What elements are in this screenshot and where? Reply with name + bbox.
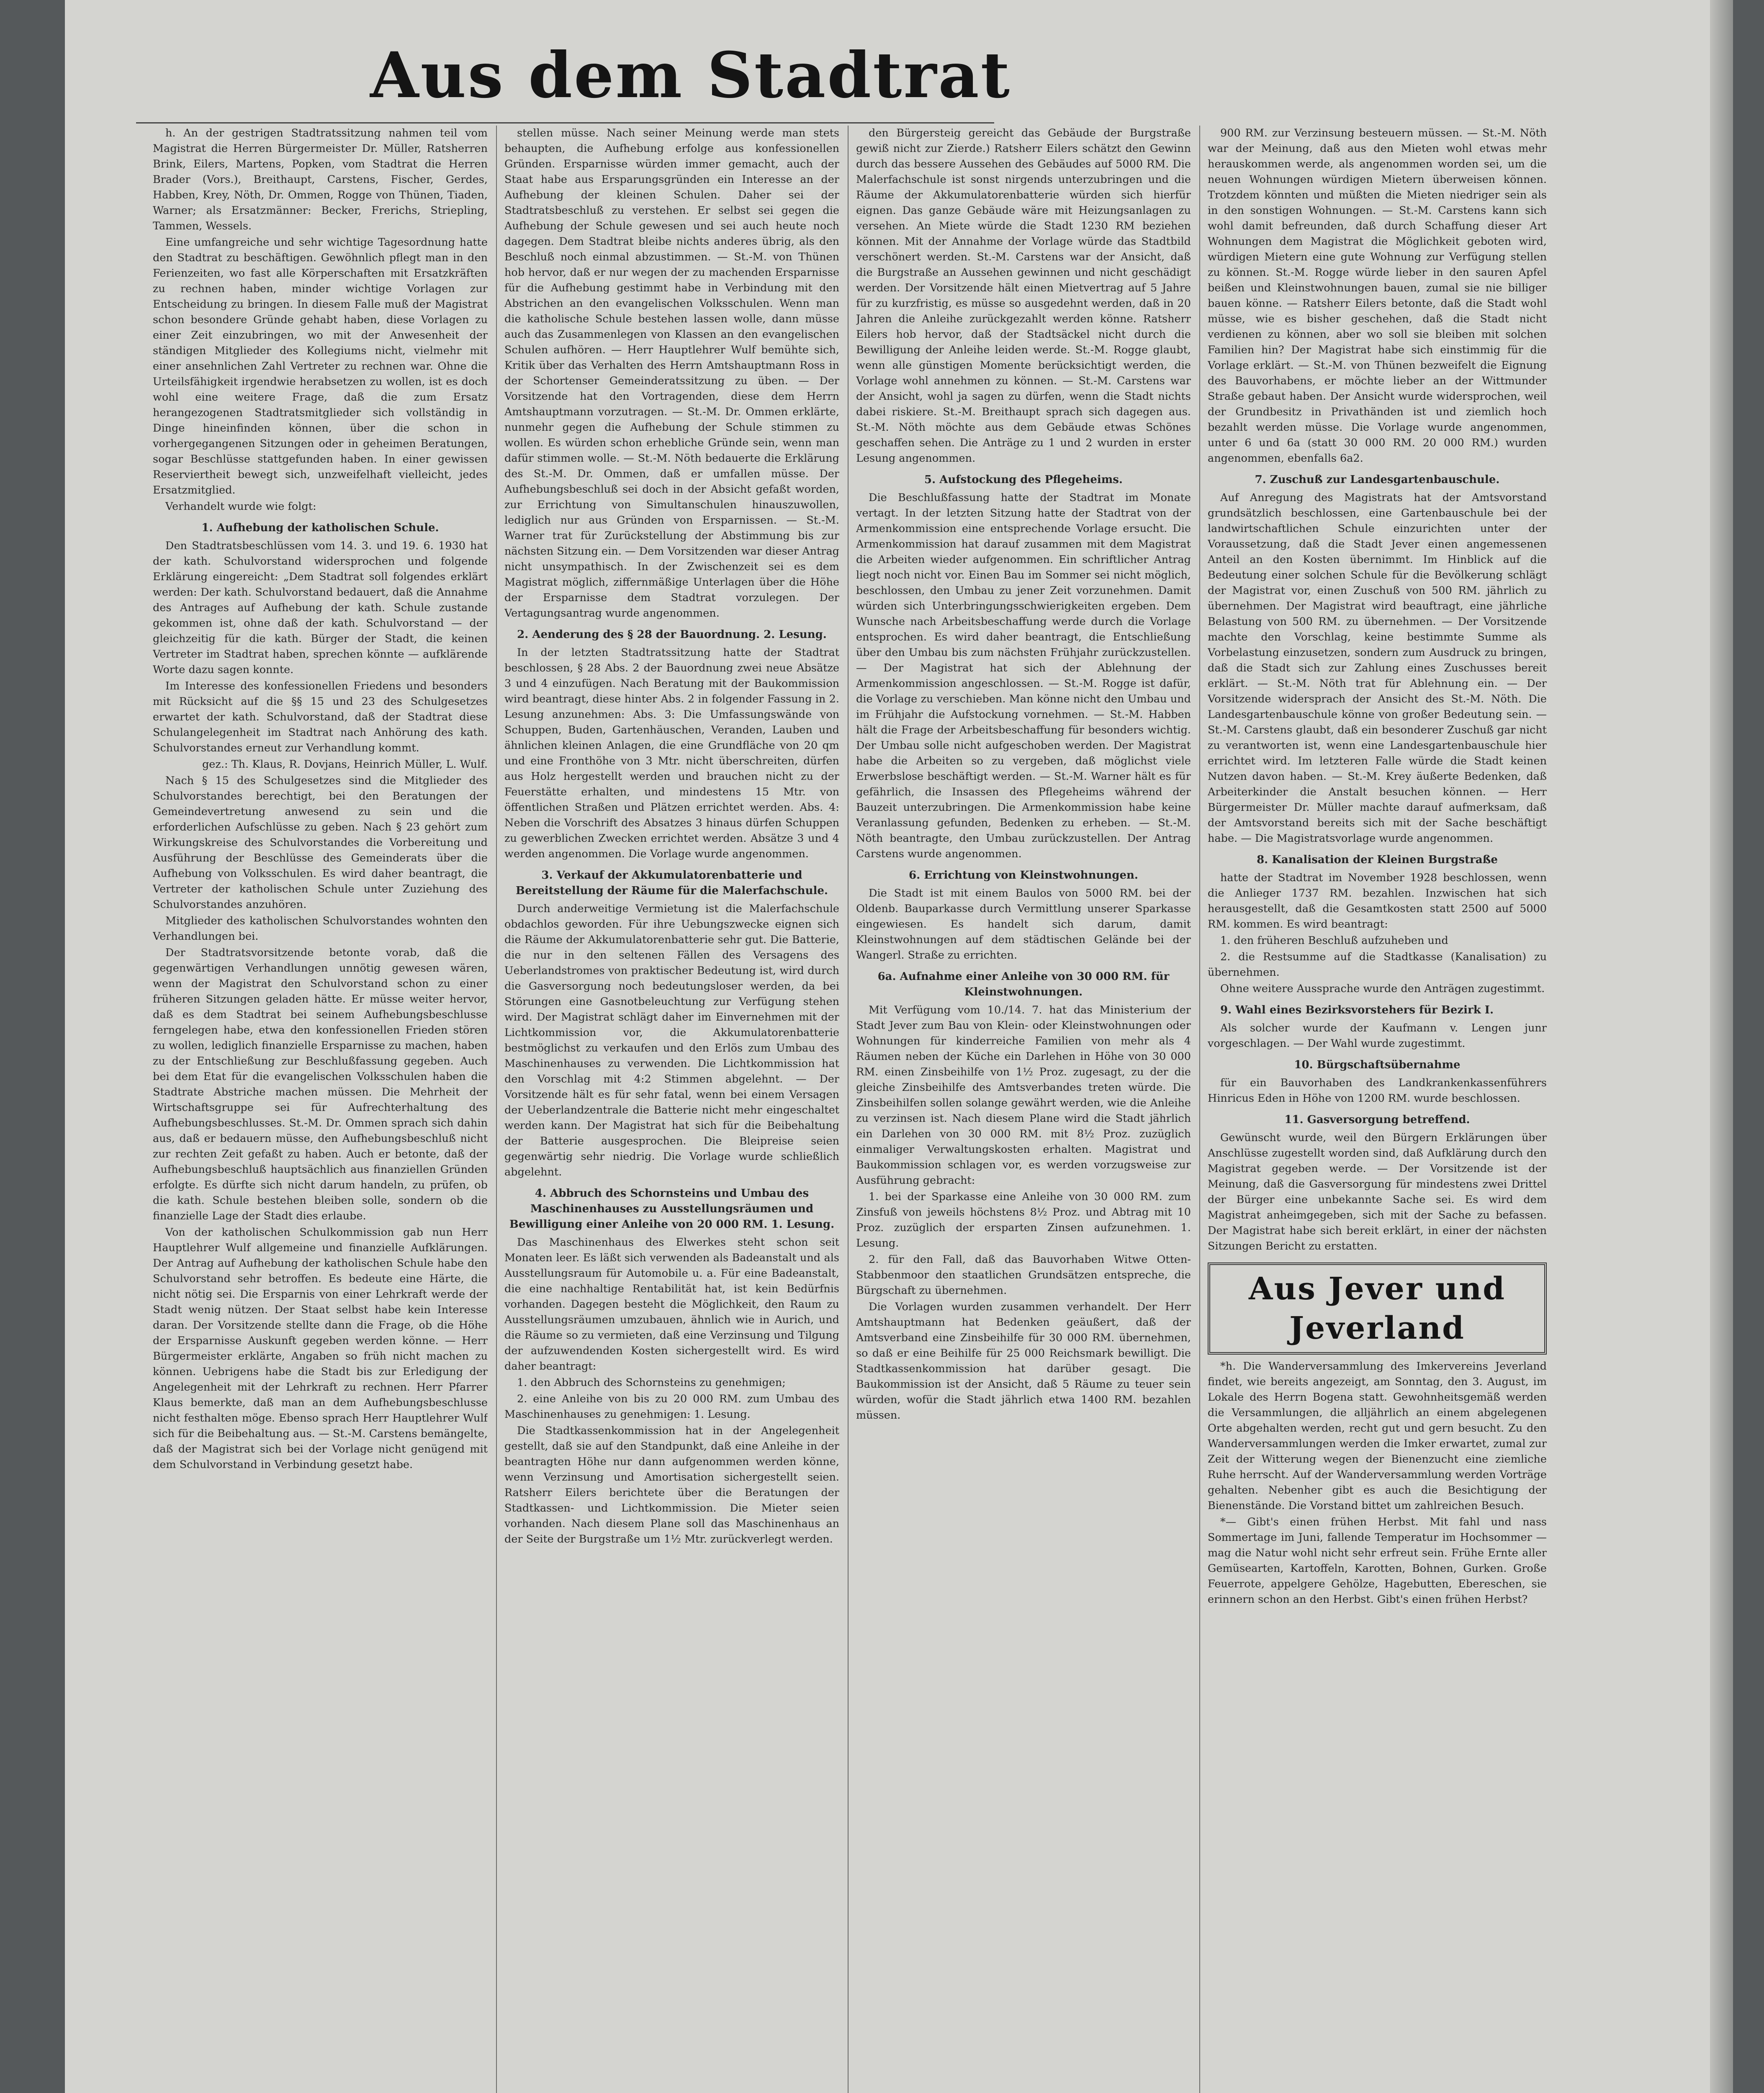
- section-heading: 6a. Aufnahme einer Anleihe von 30 000 RM. für Kleinstwohnungen.: [877, 970, 1170, 998]
- boxed-section-heading: Aus Jever und Jeverland: [1208, 1262, 1547, 1355]
- section-heading: 7. Zuschuß zur Landesgartenbauschule.: [1255, 473, 1500, 486]
- headline: Aus dem Stadtrat: [370, 39, 1011, 112]
- col1-paragraph: Der Stadtratsvorsitzende betonte vorab, daß die gegenwärtigen Verhandlungen unnötig gewesen wären, wenn der Magistrat den Schulvorstand schon zu einer früheren Sitzungen geladen hätte. Er müsse weiter hervor, daß es dem Stadtrat bei seinem Aufhebungsbeschlusse ferngelegen habe, etwa den konfessionellen Frieden stören zu wollen, lediglich finanzielle Ersparnisse zu machen, haben zu der Entschließung zur Beschlußfassung gegeben. Auch bei dem Etat für die evangelischen Volksschulen haben die Stadtrate Abstriche machen müssen. Die Mehrheit der Wirtschaftsgruppe sei für Aufrechterhaltung des Aufhebungsbeschlusses. St.-M. Dr. Ommen sprach sich dahin aus, daß er bedauern müsse, den Aufhebungsbeschluß nicht zur rechten Zeit gefaßt zu haben. Auch er betonte, daß der Aufhebungsbeschluß hauptsächlich aus finanziellen Gründen erfolgte. Es dürfte sich nicht darum handeln, zu prüfen, ob die kath. Schule bestehen bleiben solle, sondern ob die finanzielle Lage der Stadt dies erlaube.: [153, 946, 488, 1222]
- section-heading: 11. Gasversorgung betreffend.: [1284, 1113, 1470, 1126]
- column-1: [153, 126, 488, 2093]
- col4-paragraph: hatte der Stadtrat im November 1928 beschlossen, wenn die Anlieger 1737 RM. bezahlen. Inzwischen hat sich herausgestellt, daß die Gesamtkosten statt 2500 auf 5000 RM. kommen. Es wird beantragt:: [1208, 872, 1547, 931]
- page-binding-edge: [1710, 0, 1733, 2093]
- col1-paragraph: h. An der gestrigen Stadtratssitzung nahmen teil vom Magistrat die Herren Bürgermeister Dr. Müller, Ratsherren Brink, Eilers, Martens, Popken, vom Stadtrat die Herren Brader (Vors.), Breithaupt, Carstens, Fischer, Gerdes, Habben, Krey, Nöth, Dr. Ommen, Rogge von Thünen, Tiaden, Warner; als Ersatzmänner: Becker, Frerichs, Striepling, Tammen, Wessels.: [153, 127, 488, 232]
- col2-paragraph: 2. eine Anleihe von bis zu 20 000 RM. zum Umbau des Maschinenhauses zu genehmigen: 1. Lesung.: [504, 1393, 839, 1421]
- col4-paragraph: Ohne weitere Aussprache wurde den Anträgen zugestimmt.: [1220, 982, 1545, 995]
- col4-paragraph: *— Gibt's einen frühen Herbst. Mit fahl und nass Sommertage im Juni, fallende Temperatur im Hochsommer — mag die Natur wohl nicht sehr erfreut sein. Frühe Ernte aller Gemüsearten, Kartoffeln, Karotten, Bohnen, Gurken. Große Feuerrote, appelgere Gehölze, Hagebutten, Ebereschen, sie erinnern schon an den Herbst. Gibt's einen frühen Herbst?: [1208, 1516, 1547, 1606]
- col4-paragraph: Auf Anregung des Magistrats hat der Amtsvorstand grundsätzlich beschlossen, eine Gartenbauschule bei der landwirtschaftlichen Schule einzurichten unter der Voraussetzung, daß die Stadt Jever einen angemessenen Anteil an den Kosten übernimmt. Im Hinblick auf die Bedeutung einer solchen Schule für die Bevölkerung schlägt der Magistrat vor, einen Zuschuß von 500 RM. jährlich zu übernehmen. Der Magistrat wird beauftragt, eine jährliche Belastung von 500 RM. zu übernehmen. — Der Vorsitzende machte den Vorschlag, keine bestimmte Summe als Vorbelastung einzusetzen, sondern zum Ausdruck zu bringen, daß die Stadt sich zur Zahlung eines Zuschusses bereit erklärt. — St.-M. Nöth trat für Ablehnung ein. — Der Vorsitzende widersprach der Ansicht des St.-M. Nöth. Die Landesgartenbauschule könne von großer Bedeutung sein. — St.-M. Carstens glaubt, daß ein besonderer Zuschuß gar nicht zu verantworten ist, wenn eine Landesgartenbauschule hier errichtet wird. Im letzteren Falle würde die Stadt keinen Nutzen davon haben. — St.-M. Krey äußerte Bedenken, daß Arbeiterkinder die Anstalt besuchen können. — Herr Bürgermeister Dr. Müller machte darauf aufmerksam, daß der Amtsvorstand bereits sich mit der Sache beschäftigt habe. — Die Magistratsvorlage wurde angenommen.: [1208, 491, 1547, 845]
- col3-paragraph: den Bürgersteig gereicht das Gebäude der Burgstraße gewiß nicht zur Zierde.) Ratsherr Eilers schätzt den Gewinn durch das bessere Aussehen des Gebäudes auf 5000 RM. Die Malerfachschule ist sonst nirgends unterzubringen und die Räume der Akkumulatorenbatterie würden sich hierfür eignen. Das ganze Gebäude wäre mit Heizungsanlagen zu versehen. An Miete würde die Stadt 1230 RM beziehen können. Mit der Annahme der Vorlage würde das Stadtbild verschönert werden. St.-M. Carstens war der Ansicht, daß die Burgstraße an Aussehen gewinnen und nicht geschädigt werden. Der Vorsitzende hält einen Mietvertrag auf 5 Jahre für zu kurzfristig, es müsse so ausgedehnt werden, daß in 20 Jahren die Anleihe zurückgezahlt werden könne. Ratsherr Eilers hob hervor, daß der Stadtsäckel nicht durch die Bewilligung der Anleihe leiden werde. St.-M. Rogge glaubt, wenn alle günstigen Momente berücksichtigt werden, die Vorlage wohl annehmen zu können. — St.-M. Carstens war der Ansicht, wohl ja sagen zu dürfen, wenn die Stadt nichts dabei riskiere. St.-M. Breithaupt sprach sich dagegen aus. St.-M. Nöth möchte aus dem Gebäude etwas Schönes geschaffen sehen. Die Anträge zu 1 und 2 wurden in erster Lesung angenommen.: [856, 127, 1191, 465]
- section-heading: 1. Aufhebung der katholischen Schule.: [201, 522, 439, 534]
- col4-paragraph: *h. Die Wanderversammlung des Imkervereins Jeverland findet, wie bereits angezeigt, am Sonntag, den 3. August, im Lokale des Herrn Bogena statt. Gewohnheitsgemäß werden die Versammlungen, die alljährlich an einem abgelegenen Orte abgehalten werden, recht gut und gern besucht. Zu den Wanderversammlungen werden die Imker erwartet, zumal zur Zeit der Witterung wegen der Bienenzucht eine ziemliche Ruhe herrscht. Auf der Wanderversammlung werden Vorträge gehalten. Nebenher gibt es auch die Besichtigung der Bienenstände. Die Vorstand bittet um zahlreichen Besuch.: [1208, 1360, 1547, 1512]
- col1-paragraph: Eine umfangreiche und sehr wichtige Tagesordnung hatte den Stadtrat zu beschäftigen. Gewöhnlich pflegt man in den Ferienzeiten, wo fast alle Körperschaften mit Ersatzkräften zu rechnen haben, minder wichtige Vorlagen zur Entscheidung zu bringen. In diesem Falle muß der Magistrat schon besondere Gründe gehabt haben, diese Vorlagen zu einer Zeit einzubringen, wo mit der Anwesenheit der ständigen Mitglieder des Kollegiums nicht, vielmehr mit einer ansehnlichen Zahl Vertreter zu rechnen war. Ohne die Urteilsfähigkeit irgendwie herabsetzen zu wollen, ist es doch wohl eine weitere Frage, daß die zum Ersatz herangezogenen Stadtratsmitglieder sich vollständig in Dinge hineinfinden können, über die schon in vorhergegangenen Sitzungen oder in geheimen Beratungen, sogar Beschlüsse stattgefunden haben. In einer gewissen Reserviertheit bewegt sich, unzweifelhaft vielleicht, jedes Ersatzmitglied.: [153, 236, 488, 496]
- section-heading: 2. Aenderung des § 28 der Bauordnung. 2. Lesung.: [517, 628, 827, 641]
- col2-paragraph: In der letzten Stadtratssitzung hatte der Stadtrat beschlossen, § 28 Abs. 2 der Bauordnung zwei neue Absätze 3 und 4 einzufügen. Nach Beratung mit der Baukommission wird beantragt, diese hinter Abs. 2 in folgender Fassung in 2. Lesung anzunehmen: Abs. 3: Die Umfassungswände von Schuppen, Buden, Gartenhäuschen, Veranden, Lauben und ähnlichen kleinen Anlagen, die eine Grundfläche von 20 qm und eine Fronthöhe von 3 Mtr. nicht überschreiten, dürfen aus Holz hergestellt werden und brauchen nicht zu der Feuerstätte erhalten, und mindestens 15 Mtr. von öffentlichen Straßen und Plätzen errichtet werden. Abs. 4: Neben die Vorschrift des Absatzes 3 hinaus dürfen Schuppen zu gewerblichen Zwecken errichtet werden. Absätze 3 und 4 werden angenommen. Die Vorlage wurde angenommen.: [504, 646, 839, 860]
- section-heading: 9. Wahl eines Bezirksvorstehers für Bezirk I.: [1220, 1004, 1494, 1016]
- col2-paragraph: 1. den Abbruch des Schornsteins zu genehmigen;: [517, 1376, 786, 1389]
- col2-paragraph: Durch anderweitige Vermietung ist die Malerfachschule obdachlos geworden. Für ihre Uebungszwecke eignen sich die Räume der Akkumulatorenbatterie sehr gut. Die Batterie, die nur in den seltenen Fällen des Versagens des Ueberlandstromes von praktischer Bedeutung ist, wird durch die Gasversorgung noch bedeutungsloser werden, da bei Störungen eine Gasnotbeleuchtung zur Verfügung stehen wird. Der Magistrat schlägt daher im Einvernehmen mit der Lichtkommission vor, die Akkumulatorenbatterie bestmöglichst zu verkaufen und den Erlös zum Umbau des Maschinenhauses zu verwenden. Die Lichtkommission hat den Vorschlag mit 4:2 Stimmen abgelehnt. — Der Vorsitzende hält es für sehr fatal, wenn bei einem Versagen der Ueberlandzentrale die Batterie nicht mehr eingeschaltet werden kann. Der Magistrat hat sich für die Beibehaltung der Batterie ausgesprochen. Die Bleipreise seien gegenwärtig sehr niedrig. Die Vorlage wurde schließlich abgelehnt.: [504, 903, 839, 1178]
- col2-paragraph: Das Maschinenhaus des Elwerkes steht schon seit Monaten leer. Es läßt sich verwenden als Badeanstalt und als Ausstellungsraum für Automobile u. a. Für eine Badeanstalt, die eine nachhaltige Rentabilität hat, ist kein Bedürfnis vorhanden. Dagegen besteht die Möglichkeit, den Raum zu Ausstellungsräumen umzubauen, ähnlich wie in Aurich, und die Räume so zu vermieten, daß eine Verzinsung und Tilgung der aufzuwendenden Kosten sichergestellt wird. Es wird daher beantragt:: [504, 1236, 839, 1373]
- col4-paragraph: 1. den früheren Beschluß aufzuheben und: [1220, 934, 1448, 947]
- col1-paragraph: Im Interesse des konfessionellen Friedens und besonders mit Rücksicht auf die §§ 15 und 23 des Schulgesetzes erwartet der kath. Schulvorstand, daß der Stadtrat diese Schulangelegenheit im Stadtrat nach Anhörung des kath. Schulvorstandes erneut zur Verhandlung kommt.: [153, 680, 488, 754]
- col4-paragraph: für ein Bauvorhaben des Landkrankenkassenführers Hinricus Eden in Höhe von 1200 RM. wurde beschlossen.: [1208, 1077, 1547, 1105]
- col2-paragraph: stellen müsse. Nach seiner Meinung werde man stets behaupten, die Aufhebung erfolge aus konfessionellen Gründen. Ersparnisse würden immer gemacht, auch der Staat habe aus Ersparungsgründen ein Interesse an der Aufhebung der kleinen Schulen. Daher sei der Stadtratsbeschluß zu verstehen. Er selbst sei gegen die Aufhebung der Schule gewesen und sei auch heute noch dagegen. Dem Stadtrat bleibe nichts anderes übrig, als den Beschluß noch einmal abzustimmen. — St.-M. von Thünen hob hervor, daß er nur wegen der zu machenden Ersparnisse für die Aufhebung gestimmt habe in Verbindung mit den Abstrichen an den evangelischen Volksschulen. Wenn man die katholische Schule bestehen lassen wolle, dann müsse auch das Zusammenlegen von Klassen an den evangelischen Schulen aufhören. — Herr Hauptlehrer Wulf bemühte sich, Kritik über das Verhalten des Herrn Amtshauptmann Ross in der Schortenser Gemeinderatssitzung zu üben. — Der Vorsitzende hat den Vortragenden, diese dem Herrn Amtshauptmann vorzutragen. — St.-M. Dr. Ommen erklärte, nunmehr gegen die Aufhebung der Schule stimmen zu wollen. Es würden schon erhebliche Gründe sein, wenn man dafür stimmen wolle. — St.-M. Nöth bedauerte die Erklärung des St.-M. Dr. Ommen, daß er umfallen müsse. Der Aufhebungsbeschluß sei doch in der Absicht gefaßt worden, zur Errichtung von Simultanschulen hinauszuwollen, lediglich nur aus Gründen von Ersparnissen. — St.-M. Warner trat für Zurückstellung der Abstimmung bis zur nächsten Sitzung ein. — Dem Vorsitzenden war dieser Antrag nicht unsympathisch. In der Zwischenzeit sei es dem Magistrat möglich, ziffernmäßige Unterlagen über die Höhe der Ersparnisse dem Stadtrat vorzulegen. Der Vertagungsantrag wurde angenommen.: [504, 127, 839, 620]
- col4-paragraph: Gewünscht wurde, weil den Bürgern Erklärungen über Anschlüsse zugestellt worden sind, daß Aufklärung durch den Magistrat gegeben werde. — Der Vorsitzende ist der Meinung, daß die Gasversorgung für mindestens zwei Drittel der Bürger eine unbekannte Sache sei. Es wird dem Magistrat anheimgegeben, sich mit der Sache zu befassen. Der Magistrat habe sich bereit erklärt, in einer der nächsten Sitzungen Bericht zu erstatten.: [1208, 1131, 1547, 1252]
- section-heading: 10. Bürgschaftsübernahme: [1294, 1059, 1461, 1071]
- section-heading: 8. Kanalisation der Kleinen Burgstraße: [1257, 854, 1498, 866]
- col3-paragraph: 1. bei der Sparkasse eine Anleihe von 30 000 RM. zum Zinsfuß von jeweils höchstens 8½ Proz. und Abtrag mit 10 Proz. zuzüglich der ersparten Zinsen aufzunehmen. 1. Lesung.: [856, 1190, 1191, 1250]
- section-heading: 5. Aufstockung des Pflegeheims.: [924, 473, 1123, 486]
- col3-paragraph: Die Beschlußfassung hatte der Stadtrat im Monate vertagt. In der letzten Sitzung hatte der Stadtrat von der Armenkommission eine entsprechende Vorlage ersucht. Die Armenkommission hat darauf zusammen mit dem Magistrat die Arbeiten wieder aufgenommen. Ein schriftlicher Antrag liegt noch nicht vor. Einen Bau im Sommer sei nicht möglich, beschlossen, den Umbau zu jener Zeit vorzunehmen. Damit würden sich Unterbringungsschwierigkeiten ergeben. Dem Wunsche nach Arbeitsbeschaffung werde durch die Vorlage entsprochen. Es wird daher beantragt, die Entschließung über den Umbau bis zum nächsten Frühjahr zurückzustellen. — Der Magistrat hat sich der Ablehnung der Armenkommission angeschlossen. — St.-M. Rogge ist dafür, die Vorlage zu verschieben. Man könne nicht den Umbau und im Frühjahr die Aufstockung vornehmen. — St.-M. Habben hält die Frage der Arbeitsbeschaffung für besonders wichtig. Der Umbau solle nicht aufgeschoben werden. Der Magistrat habe die Arbeiten so zu vergeben, daß möglichst viele Erwerbslose beschäftigt werden. — St.-M. Warner hält es für gefährlich, die Insassen des Pflegeheims während der Bauzeit unterzubringen. Die Armenkommission habe keine Veranlassung gefunden, Bedenken zu erheben. — St.-M. Nöth beantragte, den Umbau zurückzustellen. Der Antrag Carstens wurde angenommen.: [856, 491, 1191, 860]
- col3-paragraph: Mit Verfügung vom 10./14. 7. hat das Ministerium der Stadt Jever zum Bau von Klein- oder Kleinstwohnungen oder Wohnungen für kinderreiche Familien von mehr als 4 Räumen neben der Küche ein Darlehen in Höhe von 30 000 RM. einen Zinsbeihilfe von 1½ Proz. zugesagt, zu der die gleiche Zinsbeihilfe des Amtsverbandes treten würde. Die Zinsbeihilfen sollen solange gewährt werden, wie die Anleihe zu verzinsen ist. Nach diesem Plane wird die Stadt jährlich ein Darlehen von 30 000 RM. mit 8½ Proz. zuzüglich einmaliger Verwaltungskosten erhalten. Magistrat und Baukommission schlagen vor, es werden vorzugsweise zur Ausführung gebracht:: [856, 1004, 1191, 1187]
- section-heading: 3. Verkauf der Akkumulatorenbatterie und Bereitstellung der Räume für die Malerfachschule.: [516, 869, 828, 897]
- col3-paragraph: 2. für den Fall, daß das Bauvorhaben Witwe Otten-Stabbenmoor den staatlichen Grundsätzen entspreche, die Bürgschaft zu übernehmen.: [856, 1253, 1191, 1297]
- section-heading: 4. Abbruch des Schornsteins und Umbau des Maschinenhauses zu Ausstellungsräumen und Bewilligung einer Anleihe von 20 000 RM. 1. Lesung.: [509, 1187, 835, 1231]
- col2-paragraph: Die Stadtkassenkommission hat in der Angelegenheit gestellt, daß sie auf den Standpunkt, daß eine Anleihe in der beantragten Höhe nur dann aufgenommen werden könne, wenn Verzinsung und Amortisation sichergestellt seien. Ratsherr Eilers berichtete über die Beratungen der Stadtkassen- und Lichtkommission. Die Mieter seien vorhanden. Nach diesem Plane soll das Maschinenhaus an der Seite der Burgstraße um 1½ Mtr. zurückverlegt werden.: [504, 1424, 839, 1545]
- col4-paragraph: 900 RM. zur Verzinsung besteuern müssen. — St.-M. Nöth war der Meinung, daß aus den Mieten wohl etwas mehr herauskommen werde, als angenommen worden sei, um die neuen Wohnungen würdigen Mietern überweisen können. Trotzdem könnten und müßten die Mieten niedriger sein als in den sonstigen Wohnungen. — St.-M. Carstens kann sich wohl damit befreunden, daß durch Schaffung dieser Art Wohnungen dem Magistrat die Möglichkeit geboten wird, würdigen Mietern eine gute Wohnung zur Verfügung stellen zu können. St.-M. Rogge würde lieber in den sauren Apfel beißen und Kleinstwohnungen bauen, zumal sie nie billiger bauen könne. — Ratsherr Eilers betonte, daß die Stadt wohl müsse, wie es bisher geschehen, daß die Stadt nicht verdienen zu können, aber wo soll sie bleiben mit solchen Familien hin? Der Magistrat habe sich einstimmig für die Vorlage erklärt. — St.-M. von Thünen bezweifelt die Eignung des Bauvorhabens, er möchte lieber an der Wittmunder Straße gebaut haben. Der Ansicht wurde widersprochen, weil der Grundbesitz in Privathänden ist und ziemlich hoch bezahlt werden müsse. Die Vorlage wurde angenommen, unter 6 und 6a (statt 30 000 RM. 20 000 RM.) wurden angenommen, ebenfalls 6a2.: [1208, 127, 1547, 465]
- col1-paragraph: Mitglieder des katholischen Schulvorstandes wohnten den Verhandlungen bei.: [153, 915, 488, 943]
- signature-line: gez.: Th. Klaus, R. Dovjans, Heinrich Müller, L. Wulf.: [202, 758, 488, 771]
- col4-paragraph: 2. die Restsumme auf die Stadtkasse (Kanalisation) zu übernehmen.: [1208, 951, 1547, 979]
- column-rule: [848, 126, 849, 2093]
- column-4: [1208, 126, 1547, 2093]
- col1-paragraph: Nach § 15 des Schulgesetzes sind die Mitglieder des Schulvorstandes berechtigt, bei den Beratungen der Gemeindevertretung anwesend zu sein und die erforderlichen Aufschlüsse zu geben. Nach § 23 gehört zum Wirkungskreise des Schulvorstandes die Vorbereitung und Ausführung der Beschlüsse des Gemeinderats über die Aufhebung von Volksschulen. Es wird daher beantragt, die Vertreter der katholischen Schule unter Zuziehung des Schulvorstandes anzuhören.: [153, 774, 488, 911]
- col3-paragraph: Die Stadt ist mit einem Baulos von 5000 RM. bei der Oldenb. Bauparkasse durch Vermittlung unserer Sparkasse eingewiesen. Es handelt sich darum, damit Kleinstwohnungen auf dem städtischen Gelände bei der Wangerl. Straße zu errichten.: [856, 887, 1191, 962]
- column-2: [504, 126, 839, 2093]
- column-rule: [496, 126, 497, 2093]
- col4-paragraph: Als solcher wurde der Kaufmann v. Lengen junr vorgeschlagen. — Der Wahl wurde zugestimmt.: [1208, 1022, 1547, 1050]
- col1-paragraph: Den Stadtratsbeschlüssen vom 14. 3. und 19. 6. 1930 hat der kath. Schulvorstand widersprochen und folgende Erklärung eingereicht: „Dem Stadtrat soll folgendes erklärt werden: Der kath. Schulvorstand bedauert, daß die Annahme des Antrages auf Aufhebung der kath. Schule zustande gekommen ist, ohne daß der kath. Schulvorstand — der gleichzeitig für die kath. Bürger der Stadt, die keinen Vertreter im Stadtrat haben, sprechen könnte — aufklärende Worte dazu sagen konnte.: [153, 540, 488, 676]
- column-rule: [1199, 126, 1200, 2093]
- headline-rule: [136, 122, 994, 123]
- col1-paragraph: Von der katholischen Schulkommission gab nun Herr Hauptlehrer Wulf allgemeine und finanzielle Aufklärungen. Der Antrag auf Aufhebung der katholischen Schule habe den Schulvorstand sehr betroffen. Es bedeute eine Härte, die nicht nötig sei. Die Ersparnis von einer Lehrkraft werde der Stadt wenig nützen. Der Staat selbst habe kein Interesse daran. Der Vorsitzende stellte dann die Frage, ob die Höhe der Ersparnisse Auskunft gegeben werden könne. — Herr Bürgermeister erklärte, Angaben so früh nicht machen zu können. Uebrigens habe die Stadt bis zur Erledigung der Angelegenheit mit der Lehrkraft zu rechnen. Herr Pfarrer Klaus bemerkte, daß man an dem Aufhebungsbeschlusse nicht festhalten möge. Ebenso sprach Herr Hauptlehrer Wulf sich für die Beibehaltung aus. — St.-M. Carstens bemängelte, daß der Magistrat sich bei der Vorlage nicht genügend mit dem Schulvorstand in Verbindung gesetzt habe.: [153, 1226, 488, 1471]
- newspaper-page: [65, 0, 1733, 2093]
- section-heading: 6. Errichtung von Kleinstwohnungen.: [909, 869, 1138, 882]
- column-3: [856, 126, 1191, 2093]
- col3-paragraph: Die Vorlagen wurden zusammen verhandelt. Der Herr Amtshauptmann hat Bedenken geäußert, daß der Amtsverband eine Zinsbeihilfe für 30 000 RM. übernehmen, so daß er eine Beihilfe für 25 000 Reichsmark bewilligt. Die Stadtkassenkommission hat darüber gesagt. Die Baukommission ist der Ansicht, daß 5 Räume zu teuer sein würden, wofür die Stadt jährlich etwa 1400 RM. bezahlen müssen.: [856, 1301, 1191, 1422]
- col1-paragraph: Verhandelt wurde wie folgt:: [165, 500, 316, 513]
